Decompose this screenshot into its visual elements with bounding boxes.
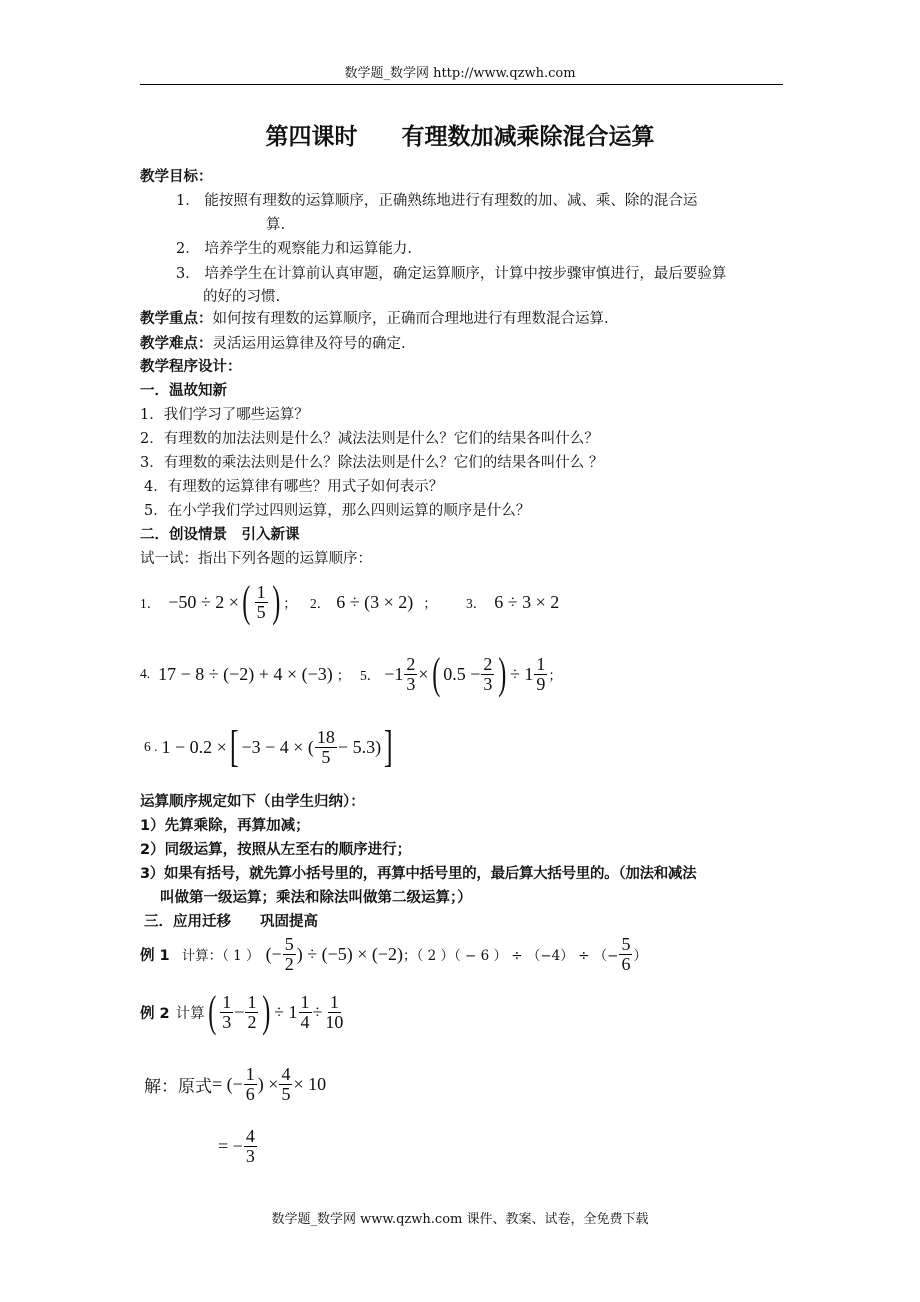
objective-2	[176, 237, 412, 258]
key-point-label: 教学重点：	[140, 311, 213, 327]
numerator: 1	[245, 1063, 255, 1084]
numerator: 1	[222, 991, 232, 1012]
exercise-5	[360, 650, 562, 698]
denominator: 3	[483, 673, 493, 694]
key-point	[140, 307, 609, 328]
denominator: 3	[222, 1011, 232, 1032]
denominator: 5	[256, 601, 266, 622]
exercise-6-expr-c: − 5.3)	[337, 736, 382, 757]
fraction	[220, 993, 233, 1032]
example-1-label: 例 1	[140, 947, 170, 964]
denominator: 5	[281, 1083, 291, 1104]
fraction	[245, 993, 258, 1032]
objective-1	[176, 189, 697, 210]
solution-expr-a: = (−	[212, 1073, 243, 1094]
denominator: 10	[325, 1011, 344, 1032]
numerator: 1	[329, 991, 339, 1012]
section1-heading: 一．温故知新	[140, 383, 227, 399]
page-header: 数学题_数学网 http://www.qzwh.com	[344, 66, 576, 81]
fraction	[244, 1065, 257, 1104]
try-text: 试一试：指出下列各题的运算顺序：	[140, 551, 372, 567]
exercise-6-expr-a: 1 − 0.2 ×	[161, 736, 227, 757]
exercise-4	[140, 662, 350, 686]
exercise-4-num: 4.	[140, 666, 151, 681]
fraction	[404, 655, 417, 694]
objective-3	[176, 262, 726, 283]
review-question-5: 5．在小学我们学过四则运算，那么四则运算的顺序是什么？	[144, 503, 531, 519]
numerator: 4	[245, 1125, 255, 1146]
key-point-text: 如何按有理数的运算顺序，正确而合理地进行有理数混合运算.	[212, 311, 609, 327]
exercise-1-num: 1．	[140, 596, 161, 611]
exercise-2	[310, 590, 437, 614]
solution-result	[218, 1122, 258, 1170]
solution-label: 解：原式	[144, 1076, 212, 1097]
paren-right: )	[498, 649, 507, 698]
denominator: 5	[321, 746, 331, 767]
paren-left: (	[431, 649, 440, 698]
fraction	[255, 583, 268, 622]
denominator: 6	[245, 1083, 255, 1104]
example-2-label: 例 2	[140, 1005, 170, 1022]
separator: ；	[336, 668, 351, 683]
separator: ；	[548, 668, 562, 683]
bracket-left: [	[229, 722, 239, 771]
fraction	[481, 655, 494, 694]
rules-heading: 运算顺序规定如下（由学生归纳）：	[140, 794, 365, 810]
objective-2-num: 2．	[176, 241, 200, 257]
rule-2: 2）同级运算，按照从左至右的顺序进行；	[140, 842, 412, 858]
paren-right: )	[271, 577, 280, 626]
section3-heading: 三．应用迁移 巩固提高	[144, 914, 318, 930]
rule-3-cont: 叫做第一级运算；乘法和除法叫做第二级运算；）	[160, 890, 472, 906]
numerator: 1	[300, 991, 310, 1012]
separator: ；	[283, 596, 297, 611]
denominator: 9	[536, 673, 546, 694]
title-lesson: 第四课时	[265, 124, 358, 150]
numerator: 1	[247, 991, 257, 1012]
whole-part: −1	[384, 663, 404, 684]
example-1-expr-a: (−	[265, 943, 282, 964]
fraction	[619, 935, 632, 974]
divide-term: ÷ 1	[274, 1001, 298, 1022]
exercise-4-expr: 17 − 8 ÷ (−2) + 4 × (−3)	[158, 663, 333, 684]
numerator: 2	[406, 653, 416, 674]
operator: ÷	[312, 1001, 323, 1022]
rule-3: 3）如果有括号，就先算小括号里的，再算中括号里的，最后算大括号里的。（加法和减法	[140, 866, 697, 882]
fraction	[534, 655, 547, 694]
review-question-4: 4．有理数的运算律有哪些？用式子如何表示？	[144, 479, 444, 495]
operator: ×	[418, 663, 429, 684]
bracket-right: ]	[384, 722, 393, 771]
exercise-2-num: 2．	[310, 596, 331, 611]
paren-right: )	[262, 987, 271, 1036]
exercise-1-expr: −50 ÷ 2 ×	[168, 591, 239, 612]
objective-1-num: 1．	[176, 193, 200, 209]
page-footer: 数学题_数学网 www.qzwh.com 课件、教案、试卷，全免费下载	[271, 1212, 649, 1227]
exercise-6-num: 6 .	[144, 739, 158, 754]
fraction	[315, 728, 337, 767]
solution-expr-c: × 10	[293, 1073, 327, 1094]
example-1-text: 计算：（ 1 ）	[181, 948, 260, 964]
exercise-3-num: 3．	[466, 596, 487, 611]
exercise-2-expr: 6 ÷ (3 × 2)	[336, 591, 414, 612]
rule-1: 1）先算乘除，再算加减；	[140, 818, 310, 834]
exercise-3	[466, 590, 559, 614]
section2-heading: 二．创设情景 引入新课	[140, 527, 300, 543]
objective-3-text: 培养学生在计算前认真审题，确定运算顺序，计算中按步骤审慎进行，最后要验算	[204, 266, 727, 282]
solution	[144, 1060, 326, 1108]
page-title	[0, 118, 920, 151]
exercise-6	[144, 722, 396, 772]
difficulty-text: 灵活运用运算律及符号的确定.	[212, 336, 406, 352]
fraction	[244, 1127, 257, 1166]
denominator: 6	[621, 953, 631, 974]
numerator: 18	[316, 726, 335, 747]
objective-2-text: 培养学生的观察能力和运算能力.	[204, 241, 412, 257]
objective-3-num: 3．	[176, 266, 200, 282]
difficulty	[140, 332, 406, 353]
fraction	[323, 993, 345, 1032]
exercise-5-num: 5．	[360, 668, 381, 683]
numerator: 1	[256, 581, 266, 602]
numerator: 5	[284, 933, 294, 954]
denominator: 2	[284, 953, 294, 974]
example-1-part2: ；（ 2 ）（ − 6 ） ÷ （−4） ÷ （−	[403, 948, 619, 964]
objective-1-cont: 算.	[266, 217, 286, 233]
difficulty-label: 教学难点：	[140, 336, 213, 352]
exercise-1	[140, 578, 297, 626]
review-question-2: 2．有理数的加法法则是什么？减法法则是什么？它们的结果各叫什么？	[140, 431, 599, 447]
paren-left: (	[207, 987, 216, 1036]
exercise-6-expr-b: −3 − 4 × (	[241, 736, 314, 757]
fraction	[299, 993, 312, 1032]
numerator: 2	[483, 653, 493, 674]
numerator: 4	[281, 1063, 291, 1084]
example-1-close: ）	[633, 948, 647, 964]
fraction	[279, 1065, 292, 1104]
objective-1-text: 能按照有理数的运算顺序，正确熟练地进行有理数的加、减、乘、除的混合运	[204, 193, 698, 209]
denominator: 4	[300, 1011, 310, 1032]
decimal-term: 0.5 −	[443, 663, 481, 684]
numerator: 5	[621, 933, 631, 954]
separator: ；	[423, 596, 437, 611]
denominator: 2	[247, 1011, 257, 1032]
example-2-text: 计算	[175, 1005, 205, 1022]
divide-term: ÷ 1	[510, 663, 534, 684]
exercise-3-expr: 6 ÷ 3 × 2	[494, 591, 560, 612]
example-1-expr-b: ) ÷ (−5) × (−2)	[296, 943, 404, 964]
example-1	[140, 932, 647, 976]
objectives-label: 教学目标：	[140, 169, 213, 185]
denominator: 3	[406, 673, 416, 694]
objective-3-cont: 的好的习惯.	[203, 289, 281, 305]
title-topic: 有理数加减乘除混合运算	[401, 124, 655, 150]
numerator: 1	[536, 653, 546, 674]
paren-left: (	[242, 577, 251, 626]
header-rule	[140, 84, 783, 85]
solution-expr-b: ) ×	[257, 1073, 279, 1094]
operator: −	[234, 1001, 245, 1022]
example-2	[140, 988, 346, 1036]
denominator: 3	[245, 1145, 255, 1166]
procedure-label: 教学程序设计：	[140, 359, 242, 375]
fraction	[283, 935, 296, 974]
review-question-1: 1．我们学习了哪些运算？	[140, 407, 309, 423]
solution-eq2: = −	[218, 1135, 243, 1156]
review-question-3: 3．有理数的乘法法则是什么？除法法则是什么？它们的结果各叫什么 ？	[140, 455, 604, 471]
